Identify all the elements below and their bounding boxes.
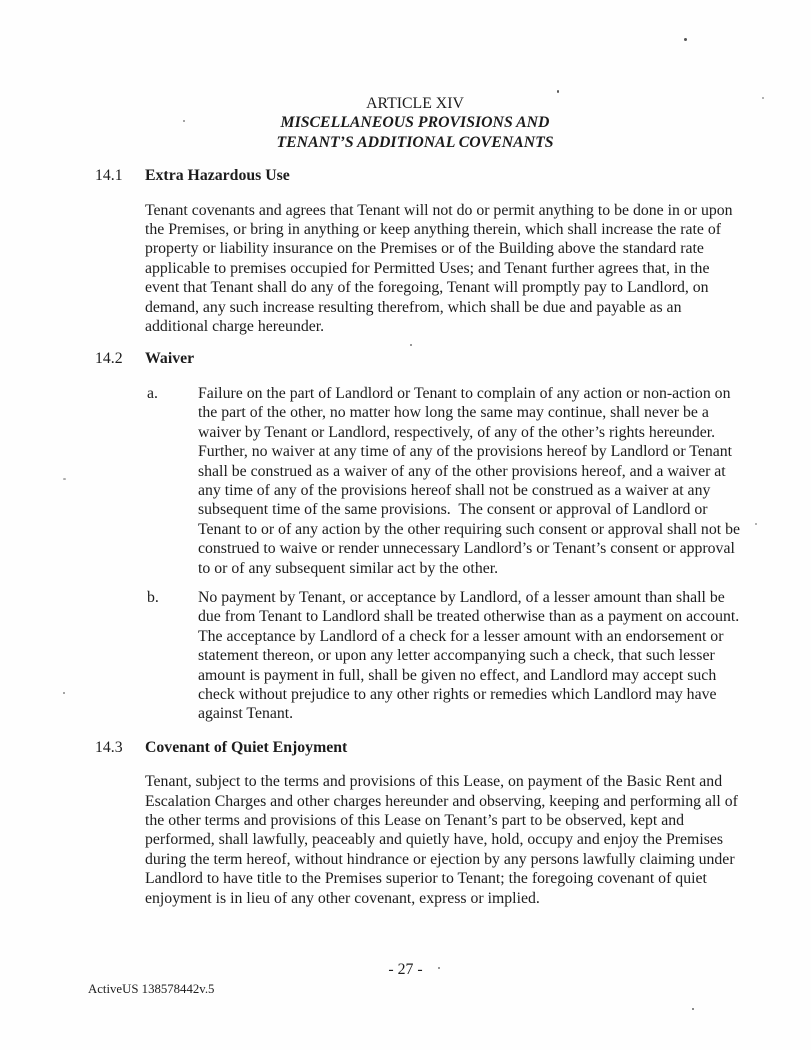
scan-speck bbox=[755, 523, 757, 525]
section-title: Covenant of Quiet Enjoyment bbox=[145, 738, 348, 756]
subitem-b bbox=[147, 588, 745, 724]
scan-speck bbox=[410, 344, 412, 346]
subitem-text: Failure on the part of Landlord or Tenant to complain of any action or non-action on the part of the other, no matter how long the same may continue, shall never be a waiver by Tenant or Landlord, respectively, of any of the other’s rights hereunder. Further, no waiver at any time of any of the provisions hereof by Landlord or Tenant shall be construed as a waiver of any of the other provisions hereof, and a waiver at any time of any of the provisions hereof shall not be construed as a waiver at any subsequent time of the same provisions. The consent or approval of Landlord or Tenant to or of any action by the other requiring such consent or approval shall not be construed to waive or render unnecessary Landlord’s or Tenant’s consent or approval to or of any subsequent similar act by the other. bbox=[198, 384, 744, 577]
article-number-heading: ARTICLE XIV bbox=[366, 95, 464, 112]
section-14-2 bbox=[95, 349, 745, 723]
scan-speck bbox=[762, 97, 764, 99]
section-number: 14.2 bbox=[95, 350, 123, 368]
section-heading-row bbox=[95, 166, 745, 185]
article-title-line2: TENANT’S ADDITIONAL COVENANTS bbox=[276, 133, 554, 151]
section-paragraph: Tenant covenants and agrees that Tenant will not do or permit anything to be done in or upon the Premises, or bring in anything or keep anything therein, which shall increase the rate of property or liability insurance on the Premises or of the Building above the standard rate applicable to premises occupied for Permitted Uses; and Tenant further agrees that, in the event that Tenant shall do any of the foregoing, Tenant will promptly pay to Landlord, on demand, any such increase resulting therefrom, which shall be due and payable as an additional charge hereunder. bbox=[145, 201, 737, 336]
subitem-a bbox=[147, 384, 745, 578]
section-14-1 bbox=[95, 166, 745, 336]
subitem-label: b. bbox=[147, 588, 159, 606]
page-number: - 27 - bbox=[388, 961, 423, 978]
scan-speck bbox=[63, 692, 65, 694]
scan-speck bbox=[557, 90, 559, 93]
section-title: Waiver bbox=[145, 350, 195, 368]
section-14-3 bbox=[95, 738, 745, 908]
section-heading-row bbox=[95, 349, 745, 368]
section-number: 14.3 bbox=[95, 738, 123, 756]
section-paragraph: Tenant, subject to the terms and provisions of this Lease, on payment of the Basic Rent and Escalation Charges and other charges hereunder and observing, keeping and performing all of the other terms and provisions of this Lease on Tenant’s part to be observed, kept and performed, shall lawfully, peaceably and quietly have, hold, occupy and enjoy the Premises during the term hereof, without hindrance or ejection by any persons lawfully claiming under Landlord to have title to the Premises superior to Tenant; the foregoing covenant of quiet enjoyment is in lieu of any other covenant, express or implied. bbox=[145, 773, 742, 907]
scan-speck bbox=[438, 967, 440, 969]
section-heading-row bbox=[95, 738, 745, 757]
scan-speck bbox=[183, 120, 185, 122]
subitem-text: No payment by Tenant, or acceptance by Landlord, of a lesser amount than shall be due from Tenant to Landlord shall be treated otherwise than as a payment on account. The acceptance by Landlord of a check for a lesser amount with an endorsement or statement thereon, or upon any letter accompanying such a check, that such lesser amount is payment in full, shall be given no effect, and Landlord may accept such check without prejudice to any other rights or remedies which Landlord may have against Tenant. bbox=[198, 588, 747, 723]
scan-speck bbox=[63, 478, 66, 480]
scan-speck bbox=[692, 1008, 694, 1010]
section-title: Extra Hazardous Use bbox=[145, 167, 290, 185]
subitem-label: a. bbox=[147, 384, 158, 402]
article-title-line1: MISCELLANEOUS PROVISIONS AND bbox=[280, 114, 550, 132]
article-header bbox=[10, 94, 811, 152]
document-id-stamp: ActiveUS 138578442v.5 bbox=[88, 982, 215, 996]
section-number: 14.1 bbox=[95, 167, 123, 185]
document-content bbox=[95, 94, 745, 921]
scan-speck bbox=[684, 38, 687, 41]
